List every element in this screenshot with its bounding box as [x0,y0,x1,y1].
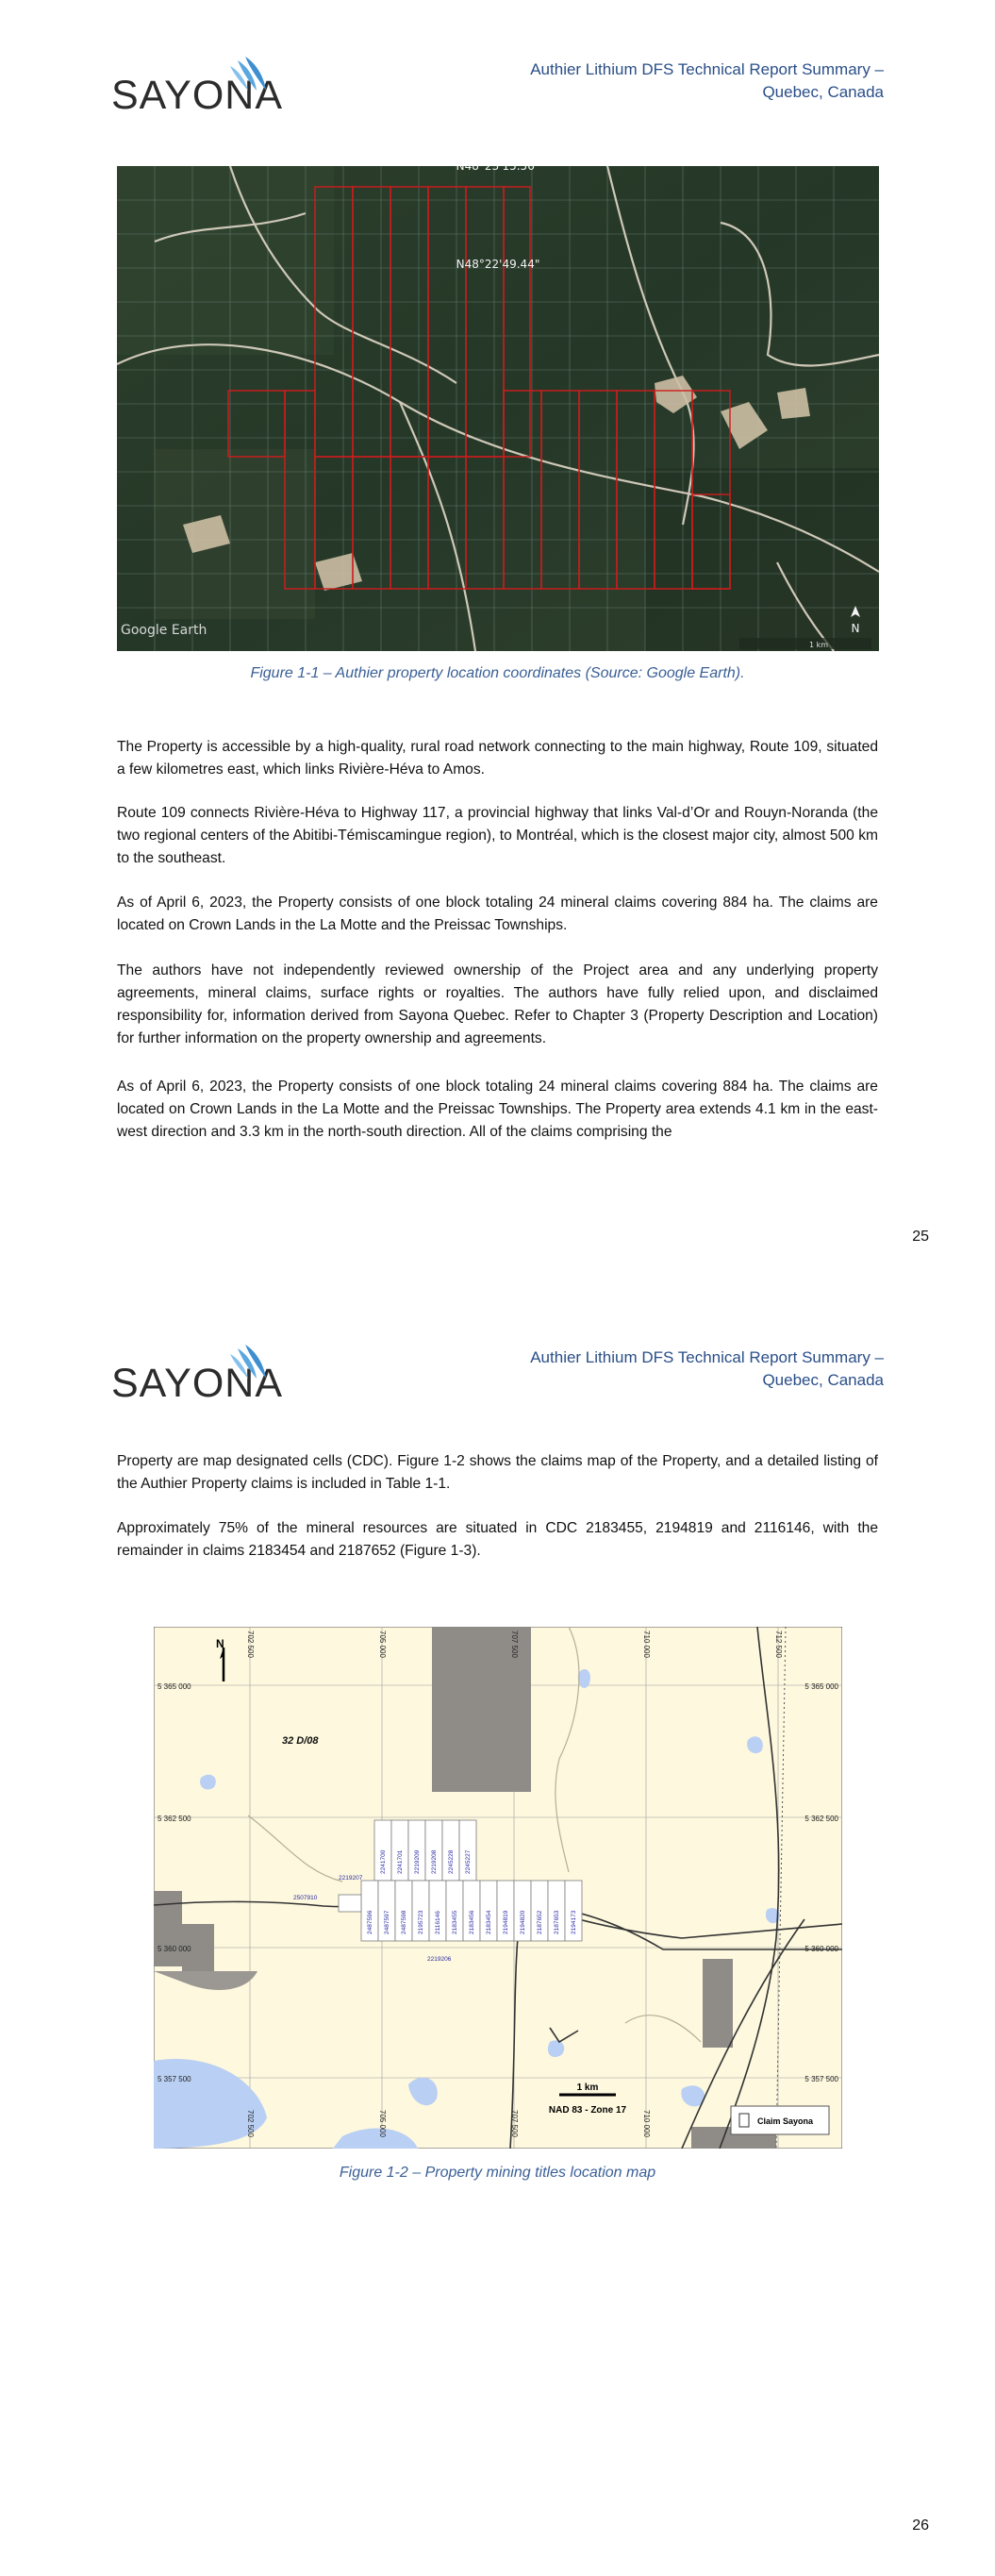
scale-bar-label: 1 km [576,2083,599,2093]
northing-label: 5 362 500 [804,1815,838,1823]
claim-legend-swatch [739,2114,749,2127]
north-arrow-label: N [851,622,860,635]
figure-1-1-caption: Figure 1-1 – Authier property location coordinates (Source: Google Earth). [250,665,745,681]
claim-label: 2245227 [465,1849,472,1874]
report-header-title [488,59,884,104]
claim-label: 2487598 [401,1910,407,1934]
claim-label: 2194819 [503,1910,509,1934]
header-title-line-2: Quebec, Canada [762,83,884,101]
scale-bar-label: 1 km [808,641,829,649]
northing-label: 5 357 500 [804,2075,838,2083]
claim-label: 2187652 [537,1910,543,1934]
claim-label: 2194173 [571,1910,577,1934]
google-earth-watermark: Google Earth [121,623,207,638]
claims-map-figure [154,1627,842,2149]
report-header-title [488,1347,884,1392]
claim-label: 2219208 [431,1849,438,1874]
map-legend [731,2106,829,2134]
northing-label: 5 360 000 [804,1945,838,1953]
claim-label: 2219209 [414,1849,421,1874]
claims-map [154,1627,842,2149]
satellite-image [117,166,879,651]
claim-label: 2187653 [554,1910,560,1934]
easting-label: 710 000 [642,1631,651,1658]
page-number: 26 [912,2517,929,2534]
claim-label: 2241700 [380,1849,387,1874]
report-page-26 [0,1288,995,2576]
easting-label: 705 000 [378,2110,387,2137]
scale-bar-background [739,638,871,649]
claim-label: 2195723 [418,1910,424,1934]
sayona-logo [111,55,284,121]
northing-label: 5 357 500 [158,2075,191,2083]
claim-label: 2487596 [367,1910,373,1934]
claim-label: 2183455 [452,1910,458,1934]
figure-1-2-caption: Figure 1-2 – Property mining titles location map [339,2165,656,2181]
logo-wordmark: SAYONA [111,1361,284,1406]
coordinate-label-mid: N48°22'49.44" [456,258,540,271]
easting-label: 707 500 [510,2110,519,2137]
claim-label: 2507910 [293,1895,318,1901]
satellite-figure [117,166,879,651]
map-sheet-label: 32 D/08 [282,1735,319,1747]
paragraph: As of April 6, 2023, the Property consists of one block totaling 24 mineral claims covering 884 ha. The claims are located on Crown Lands in the La Motte and the Preissac Townships. [117,895,878,933]
claim-label: 2241701 [397,1849,404,1874]
northing-label: 5 365 000 [804,1682,838,1691]
northing-label: 5 365 000 [158,1682,191,1691]
logo-feather-icon [217,1343,277,1380]
claim-label: 2219206 [427,1956,452,1963]
claim-label: 2183454 [486,1910,492,1934]
paragraph: Approximately 75% of the mineral resources are situated in CDC 2183455, 2194819 and 2116146, with the remainder in claims 2183454 and 2187652 (Figure 1-3). [117,1520,878,1559]
header-title-line-2: Quebec, Canada [762,1371,884,1389]
easting-label: 702 500 [246,2110,255,2137]
claim-label: 2183456 [469,1910,475,1934]
easting-label: 707 500 [510,1631,519,1658]
header-title-line-1: Authier Lithium DFS Technical Report Summary – [530,60,884,78]
northing-label: 5 360 000 [158,1945,191,1953]
paragraph: As of April 6, 2023, the Property consists of one block totaling 24 mineral claims covering 884 ha. The claims are located on Crown Lands in the La Motte and the Preissac Townships. The Property area extends 4.1 km in the east-west direction and 3.3 km in the north-south direction. All of the claims comprising the [117,1079,878,1140]
paragraph: Property are map designated cells (CDC). Figure 1-2 shows the claims map of the Property, and a detailed listing of the Authier Property claims is included in Table 1-1. [117,1453,878,1492]
easting-label: 712 500 [774,1631,783,1658]
claim-label: 2219207 [339,1875,363,1882]
logo-feather-icon [217,55,277,92]
page-number: 25 [912,1229,929,1245]
north-arrow-label: N [216,1637,224,1650]
legend-label: Claim Sayona [757,2116,814,2126]
claim-label: 2487597 [384,1910,390,1934]
header-title-line-1: Authier Lithium DFS Technical Report Summary – [530,1348,884,1366]
datum-label: NAD 83 - Zone 17 [548,2105,627,2116]
easting-label: 705 000 [378,1631,387,1658]
sayona-logo [111,1343,284,1409]
easting-label: 702 500 [246,1631,255,1658]
coordinate-label-top: N48°23'15.56" [456,166,540,173]
paragraph: The Property is accessible by a high-quality, rural road network connecting to the main highway, Route 109, situated a few kilometres east, which links Rivière-Héva to Amos. [117,739,878,778]
easting-label: 710 000 [642,2110,651,2137]
paragraph: Route 109 connects Rivière-Héva to Highway 117, a provincial highway that links Val-d’Or and Rouyn-Noranda (the two regional centers of the Abitibi-Témiscamingue region), to Montréal, which is the closest major city, almost 500 km to the southeast. [117,805,878,866]
claim-label: 2245228 [448,1849,455,1874]
claim-label: 2116146 [435,1911,441,1934]
logo-wordmark: SAYONA [111,73,284,118]
claim-label: 2194820 [520,1910,526,1934]
northing-label: 5 362 500 [158,1815,191,1823]
paragraph: The authors have not independently reviewed ownership of the Project area and any underlying property agreements, mineral claims, surface rights or royalties. The authors have fully relied upon, and disclaimed responsibility for, information derived from Sayona Quebec. Refer to Chapter 3 (Property Description and Location) for further information on the property ownership and agreements. [117,962,878,1046]
